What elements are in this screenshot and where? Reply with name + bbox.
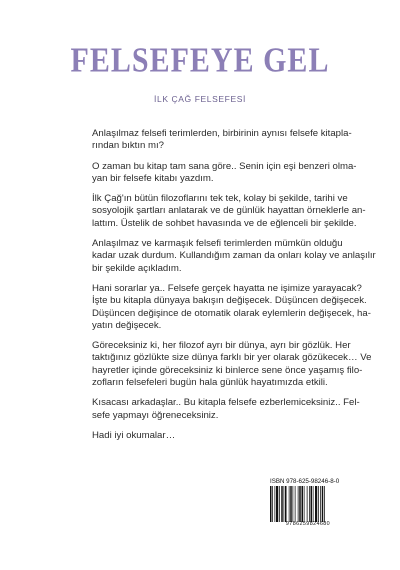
- blurb-line: taktığınız gözlükte size dünya farklı bir yer olarak gözükecek… Ve: [92, 352, 372, 364]
- blurb-line: yatın değişecek.: [92, 319, 162, 331]
- blurb-line: sosyolojik şartları anlatarak ve de günlük hayattan örneklerle an-: [92, 205, 366, 217]
- blurb-line: Anlaşılmaz ve karmaşık felsefi terimlerden mümkün olduğu: [92, 238, 343, 250]
- book-title: FELSEFEYE GEL: [70, 41, 330, 80]
- blurb-line: O zaman bu kitap tam sana göre.. Senin için eşi benzeri olma-: [92, 160, 357, 172]
- isbn-label: ISBN 978-625-98246-8-0: [270, 478, 340, 485]
- blurb-line: Anlaşılmaz felsefi terimlerden, birbirinin aynısı felsefe kitapla-: [92, 128, 352, 139]
- blurb-line: bir şekilde açıkladım.: [92, 262, 182, 274]
- blurb-line: Hani sorarlar ya.. Felsefe gerçek hayatta ne işimize yarayacak?: [92, 282, 362, 294]
- blurb-paragraph: [92, 193, 366, 230]
- blurb-line: Düşüncen değişince de otomatik olarak eylemlerin değişecek, ha-: [92, 307, 371, 319]
- blurb-paragraph: [92, 397, 360, 422]
- blurb-line: lattım. Üstelik de sohbet havasında ve de eğlenceli bir şekilde.: [92, 217, 357, 229]
- blurb-paragraph: [92, 340, 372, 389]
- book-subtitle: İLK ÇAĞ FELSEFESİ: [154, 94, 246, 104]
- blurb-paragraph: [92, 128, 352, 153]
- blurb-line: zofların felsefeleri bugün hala günlük hayatımızda etkili.: [92, 377, 328, 389]
- blurb-line: rından bıktın mı?: [92, 140, 164, 152]
- blurb-line: İşte bu kitapla dünyaya bakışın değişecek. Düşüncen değişecek.: [92, 295, 367, 307]
- blurb-line: sefe yapmayı öğreneceksiniz.: [92, 409, 219, 421]
- blurb-line: Kısacası arkadaşlar.. Bu kitapla felsefe ezberlemiceksiniz.. Fel-: [92, 397, 360, 409]
- isbn-barcode: [268, 478, 348, 528]
- blurb-line: hayretler içinde göreceksiniz ki binlerce sene önce yaşamış filo-: [92, 364, 363, 376]
- blurb-line: Hadi iyi okumalar…: [92, 429, 176, 441]
- blurb-line: kadar uzak durdum. Kullandığım zaman da onları kolay ve anlaşılır: [92, 250, 376, 262]
- blurb-line: Göreceksiniz ki, her filozof ayrı bir dünya, ayrı bir gözlük. Her: [92, 340, 351, 352]
- blurb-paragraph: [92, 430, 314, 442]
- blurb-paragraph: [92, 160, 357, 186]
- blurb-line: İlk Çağ'ın bütün filozoflarını tek tek, kolay bi şekilde, tarihi ve: [92, 193, 348, 205]
- barcode-bars-icon: [268, 486, 348, 522]
- blurb-text: [92, 128, 376, 450]
- blurb-paragraph: [92, 282, 371, 332]
- barcode-number: 9786259824680: [285, 521, 331, 527]
- blurb-line: yan bir felsefe kitabı yazdım.: [92, 172, 214, 184]
- blurb-paragraph: [92, 238, 376, 275]
